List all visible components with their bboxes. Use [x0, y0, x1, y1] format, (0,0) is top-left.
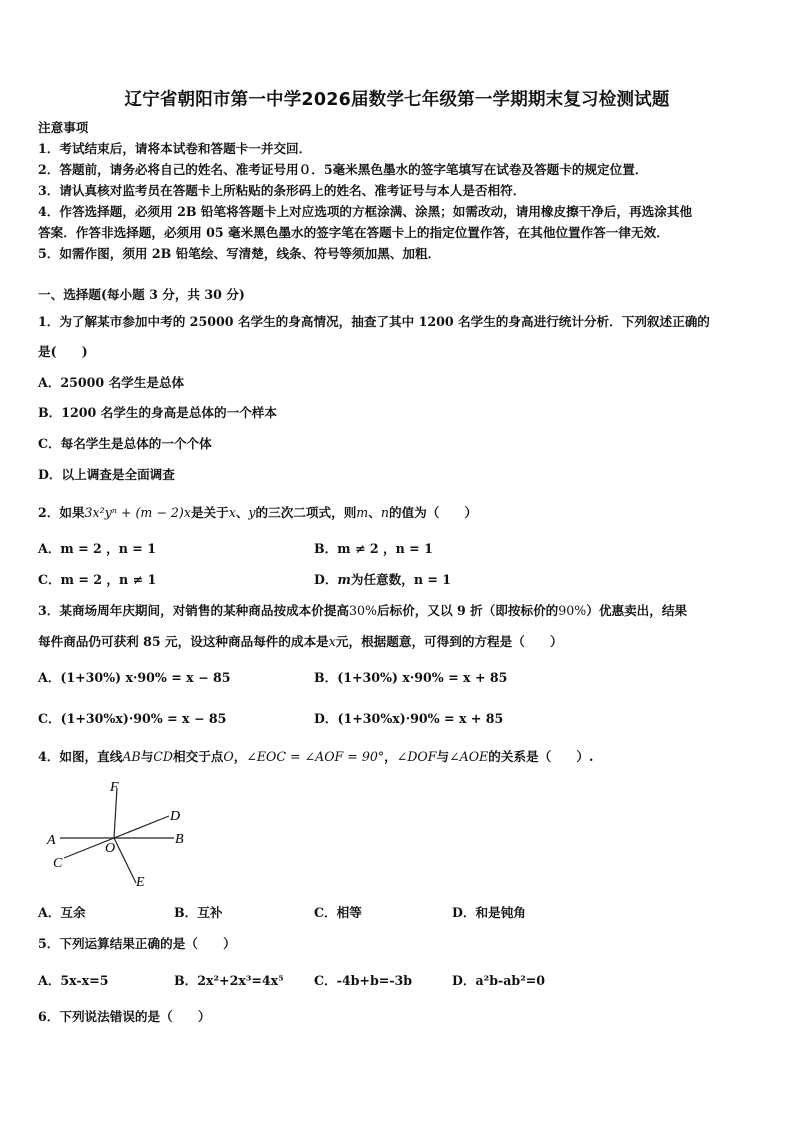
q2-sep-1: 、	[235, 505, 249, 520]
q2-var-m: m	[356, 505, 369, 520]
q4-option-c: C．相等	[314, 905, 362, 920]
q4-text-1: 4．如图，直线	[38, 749, 123, 764]
q3-option-c: C．(1+30%x)·90% = x − 85	[38, 711, 227, 726]
q2-option-d-text: 为任意数，n = 1	[350, 572, 452, 587]
q2-option-c: C．m = 2 ，n ≠ 1	[38, 572, 157, 587]
q4-option-b: B．互补	[174, 905, 223, 920]
notice-line-6: 5．如需作图，须用 2B 铅笔绘、写清楚，线条、符号等须加黑、加粗．	[38, 246, 441, 261]
q4-figure	[40, 778, 200, 890]
q4-angle-condition: ∠EOC = ∠AOF = 90°	[246, 749, 385, 764]
label-o: O	[105, 841, 116, 856]
notice-line-2: 2．答题前，请务必将自己的姓名、准考证号用０．5毫米黑色墨水的签字笔填写在试卷及答题卡的规定位置．	[38, 162, 648, 177]
q4-angle-dof: ∠DOF	[396, 749, 437, 764]
q5-option-a: A．5x-x=5	[38, 973, 109, 988]
q3-option-d: D．(1+30%x)·90% = x + 85	[314, 711, 504, 726]
q3-text-4: 每件商品仍可获利 85 元，设这种商品每件的成本是	[38, 634, 329, 649]
q4-line-cd: CD	[153, 749, 174, 764]
q4-stem	[38, 749, 593, 765]
line-oe	[114, 838, 136, 883]
q1-stem-line1: 1．为了解某市参加中考的 25000 名学生的身高情况，抽查了其中 1200 名学生的身高进行统计分析．下列叙述正确的	[38, 314, 710, 329]
q3-text-2: 后标价，又以 9 折（即按标价的	[377, 603, 559, 618]
q3-percent-2: 90%	[558, 603, 587, 618]
q2-option-b: B．m ≠ 2 ，n = 1	[314, 541, 433, 556]
q3-option-a: A．(1+30%) x·90% = x − 85	[38, 670, 231, 685]
q2-var-y: y	[248, 505, 256, 520]
q4-angle-aoe: ∠AOE	[449, 749, 489, 764]
label-c: C	[53, 856, 63, 871]
q2-stem	[38, 505, 477, 521]
label-e: E	[136, 875, 145, 890]
q1-stem-line2: 是( )	[38, 344, 88, 359]
notice-line-3: 3．请认真核对监考员在答题卡上所粘贴的条形码上的姓名、准考证号与本人是否相符．	[38, 183, 526, 198]
q4-option-d: D．和是钝角	[452, 905, 526, 920]
q4-line-ab: AB	[122, 749, 141, 764]
q4-text-6: 与	[436, 749, 450, 764]
q3-text-1: 3．某商场周年庆期间，对销售的某种商品按成本价提高	[38, 603, 350, 618]
q3-percent-1: 30%	[349, 603, 378, 618]
q2-var-n: n	[380, 505, 389, 520]
label-f: F	[110, 780, 119, 795]
q5-option-b: B．2x²+2x³=4x⁵	[174, 973, 284, 988]
q2-var-x: x	[228, 505, 236, 520]
q2-option-d-prefix: D．	[314, 572, 338, 587]
q6-stem: 6．下列说法错误的是（ ）	[38, 1009, 211, 1024]
q4-point-o: O	[223, 749, 234, 764]
q2-text-3: 的三次二项式，则	[255, 505, 357, 520]
label-d: D	[170, 809, 181, 824]
q5-stem: 5．下列运算结果正确的是（ ）	[38, 936, 236, 951]
q5-option-d: D．a²b-ab²=0	[452, 973, 546, 988]
notice-line-4: 4．作答选择题，必须用 2B 铅笔将答题卡上对应选项的方框涂满、涂黑；如需改动，请用橡皮擦干净后，再选涂其他	[38, 204, 693, 219]
notice-line-5: 答案．作答非选择题，必须用 05 毫米黑色墨水的签字笔在答题卡上的指定位置作答，在其他位置作答一律无效．	[38, 225, 669, 240]
line-cd	[64, 816, 169, 858]
label-a: A	[47, 833, 56, 848]
q4-text-3: 相交于点	[173, 749, 224, 764]
q2-text-4: 的值为（ ）	[388, 505, 478, 520]
notice-heading: 注意事项	[38, 120, 89, 135]
q3-stem-line1	[38, 603, 687, 619]
q4-text-4: ，	[233, 749, 247, 764]
q2-sep-2: 、	[368, 505, 381, 520]
q4-text-5: ，	[384, 749, 397, 764]
q1-option-c: C．每名学生是总体的一个个体	[38, 436, 212, 451]
q5-option-c: C．-4b+b=-3b	[314, 973, 413, 988]
page-title: 辽宁省朝阳市第一中学2026届数学七年级第一学期期末复习检测试题	[124, 90, 670, 110]
notice-line-1: 1．考试结束后，请将本试卷和答题卡一并交回．	[38, 141, 312, 156]
q4-option-a: A．互余	[38, 905, 86, 920]
label-b: B	[175, 832, 184, 847]
q3-option-b: B．(1+30%) x·90% = x + 85	[314, 670, 508, 685]
line-of	[114, 788, 117, 838]
q2-text-2: 是关于	[190, 505, 229, 520]
q2-option-d-var: m	[337, 572, 351, 587]
q2-text-1: 2．如果	[38, 505, 85, 520]
q2-expression: 3x²yⁿ + (m − 2)x	[84, 505, 191, 520]
q3-var-x: x	[328, 634, 336, 649]
q2-option-a: A．m = 2 ，n = 1	[38, 541, 156, 556]
q4-text-2: 与	[140, 749, 154, 764]
q1-option-b: B．1200 名学生的身高是总体的一个样本	[38, 405, 277, 420]
q3-text-3: ）优惠卖出，结果	[586, 603, 688, 618]
q1-option-a: A．25000 名学生是总体	[38, 375, 185, 390]
q1-option-d: D．以上调查是全面调查	[38, 467, 175, 482]
q3-text-5: 元，根据题意，可得到的方程是（ ）	[335, 634, 563, 649]
q4-text-7: 的关系是（ ）.	[488, 749, 594, 764]
section-heading: 一、选择题(每小题 3 分，共 30 分)	[38, 287, 245, 302]
q2-option-d	[314, 572, 451, 588]
q3-stem-line2	[38, 634, 563, 650]
